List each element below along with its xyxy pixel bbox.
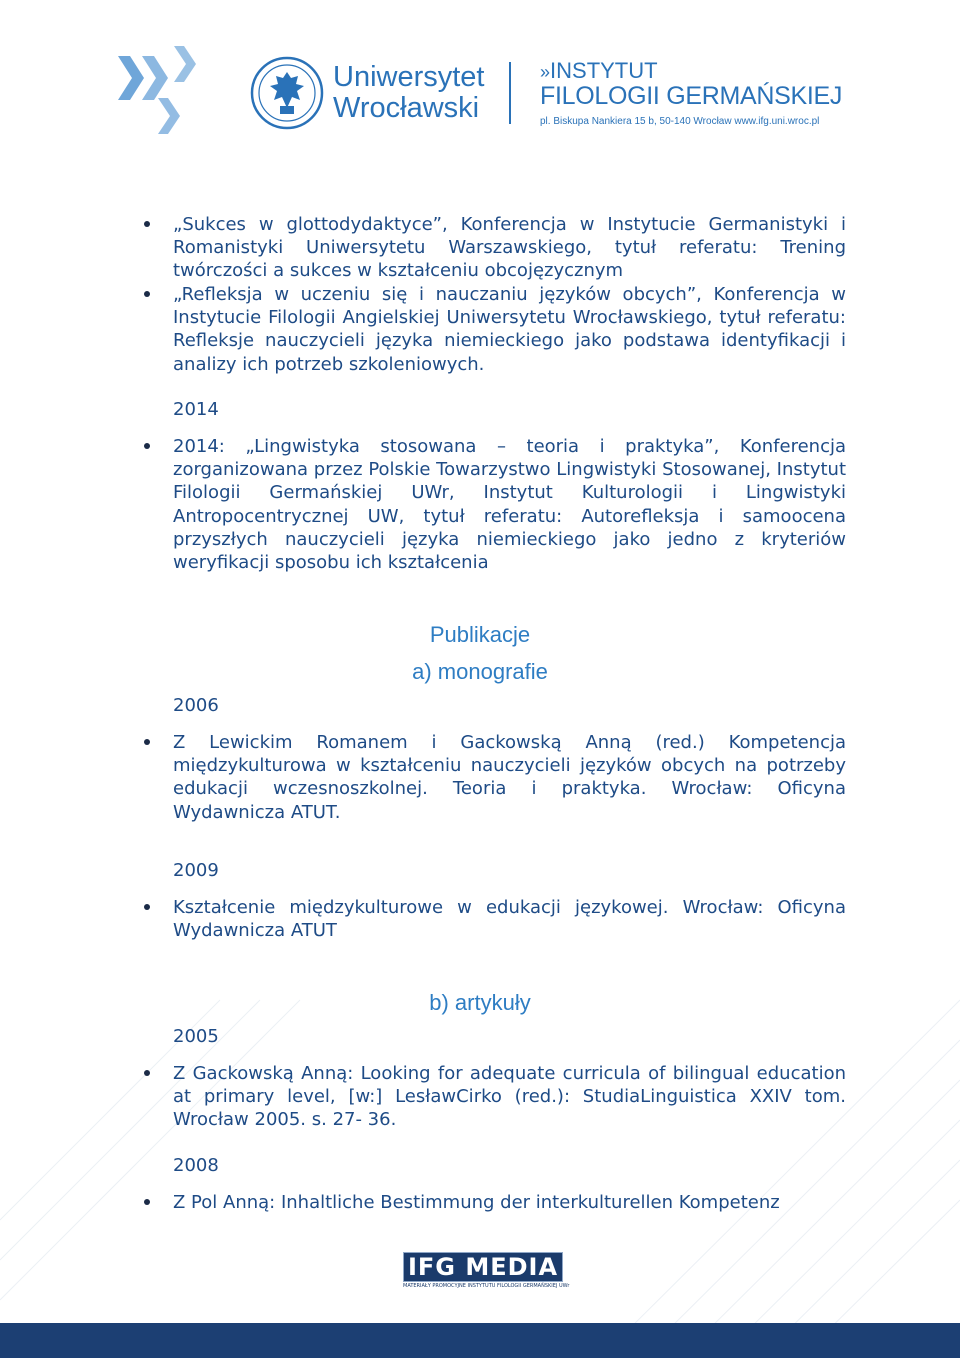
bullet bbox=[144, 739, 150, 745]
year-label: 2006 bbox=[173, 695, 219, 716]
monograph-item: Kształcenie międzykulturowe w edukacji językowej. Wrocław: Oficyna Wydawnicza ATUT bbox=[173, 897, 846, 942]
year-label: 2009 bbox=[173, 860, 219, 881]
institute-line2: FILOLOGII GERMAŃSKIEJ bbox=[540, 82, 843, 110]
university-name-line2: Wrocławski bbox=[333, 92, 480, 124]
university-seal-icon bbox=[250, 56, 324, 130]
university-name-line1: Uniwersytet bbox=[333, 61, 485, 93]
bullet bbox=[144, 443, 150, 449]
article-item: Z Gackowską Anną: Looking for adequate curricula of bilingual education at primary level, [w:] LesławCirko (red.): StudiaLinguistica XXIV tom. Wrocław 2005. s. 27- 36. bbox=[173, 1063, 846, 1131]
section-heading-artykuly: b) artykuły bbox=[429, 990, 531, 1015]
bullet bbox=[144, 291, 150, 297]
section-heading-publikacje: Publikacje bbox=[429, 622, 531, 647]
ifg-media-subtext: MATERIAŁY PROMOCYJNE INSTYTUTU FILOLOGII GERMAŃSKIEJ UWr bbox=[403, 1283, 570, 1289]
chevron-logo-icon bbox=[108, 46, 208, 146]
article-item: Z Pol Anną: Inhaltliche Bestimmung der interkulturellen Kompetenz bbox=[173, 1192, 780, 1213]
conference-item: 2014: „Lingwistyka stosowana – teoria i praktyka”, Konferencja zorganizowana przez Polskie Towarzystwo Lingwistyki Stosowanej, Instytut Filologii Germańskiej UWr, Instytut Kulturologii i Lingwistyki Antropocentrycznej UW, tytuł referatu: Autorefleksja i samoocena przyszłych nauczycieli języka niemieckiego jako jedno z kryteriów weryfikacji sposobu ich kształcenia bbox=[173, 436, 846, 574]
bullet bbox=[144, 904, 150, 910]
monograph-item: Z Lewickim Romanem i Gackowską Anną (red.) Kompetencja międzykulturowa w kształceniu nauczycieli języków obcych na potrzeby edukacji wczesnoszkolnej. Teoria i praktyka. Wrocław: Oficyna Wydawnicza ATUT. bbox=[173, 732, 846, 823]
institute-line1-text: INSTYTUT bbox=[550, 58, 658, 83]
conference-item: „Refleksja w uczeniu się i nauczaniu języków obcych”, Konferencja w Instytucie Filologii Angielskiej Uniwersytetu Wrocławskiego, tytuł referatu: Refleksje nauczycieli języka niemieckiego jako podstawa identyfikacji i analizy ich potrzeb szkoleniowych. bbox=[173, 284, 846, 375]
bullet bbox=[144, 1070, 150, 1076]
year-label: 2014 bbox=[173, 399, 219, 420]
year-label: 2008 bbox=[173, 1155, 219, 1176]
institute-address: pl. Biskupa Nankiera 15 b, 50-140 Wrocław www.ifg.uni.wroc.pl bbox=[540, 116, 820, 127]
conference-item: „Sukces w glottodydaktyce”, Konferencja w Instytucie Germanistyki i Romanistyki Uniwersytetu Warszawskiego, tytuł referatu: Trening twórczości a sukces w kształceniu obcojęzycznym bbox=[173, 214, 846, 282]
footer-bar bbox=[0, 1323, 960, 1358]
bullet bbox=[144, 221, 150, 227]
institute-block bbox=[540, 60, 842, 129]
institute-mark: » bbox=[540, 62, 551, 82]
page-header bbox=[0, 0, 960, 160]
year-label: 2005 bbox=[173, 1026, 219, 1047]
institute-line1 bbox=[540, 60, 842, 83]
section-heading-monografie: a) monografie bbox=[412, 659, 548, 684]
ifg-media-text: IFG MEDIA bbox=[407, 1253, 559, 1281]
bullet bbox=[144, 1199, 150, 1205]
university-name bbox=[333, 62, 485, 124]
ifg-media-logo bbox=[403, 1252, 570, 1292]
header-divider bbox=[509, 62, 511, 124]
